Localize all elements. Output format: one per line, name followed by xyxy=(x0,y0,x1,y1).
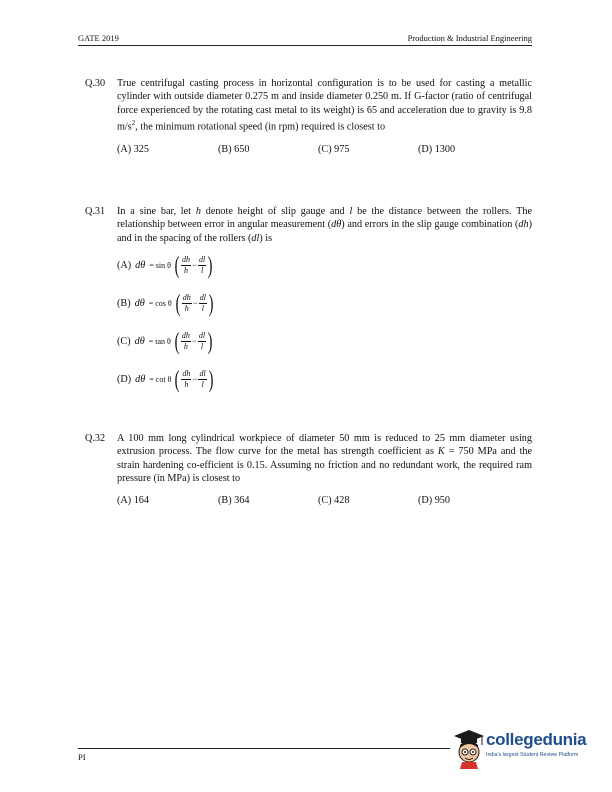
paper-header: Production & Industrial Engineering xyxy=(407,33,532,43)
option-a[interactable]: (A) 164 xyxy=(117,495,149,507)
question-number: Q.30 xyxy=(85,78,106,89)
option-c[interactable]: (C) 975 xyxy=(318,143,350,155)
logo-wordmark: collegedunia xyxy=(486,730,587,749)
question-number: Q.32 xyxy=(85,433,106,444)
option-a[interactable]: (A) 325 xyxy=(117,143,149,155)
option-d[interactable]: (D) 950 xyxy=(418,495,450,507)
footer-divider xyxy=(78,748,450,749)
option-a[interactable]: (A) dθ = sin θ ( $\frac{dh}{h}$ − $\frac{dl}{l}$ ) xyxy=(117,252,213,279)
header-divider xyxy=(78,45,532,46)
option-c[interactable]: (C) dθ = tan θ ( $\frac{dh}{h}$ − $\frac{dl}{l}$ ) xyxy=(117,328,213,355)
logo-tagline: India's largest Student Review Platform xyxy=(486,752,579,758)
option-d[interactable]: (D) 1300 xyxy=(418,143,456,155)
options-row xyxy=(117,143,532,157)
question-32 xyxy=(85,432,532,508)
question-text: A 100 mm long cylindrical workpiece of diameter 50 mm is reduced to 25 mm diameter using extrusion process. The flow curve for the metal has strength coefficient as K = 750 MPa and the strain hardening co-efficient is 0.15. Assuming no friction and no redundant work, the required ram pressure (in MPa) is closest to xyxy=(117,433,533,484)
option-b[interactable]: (B) 650 xyxy=(218,143,250,155)
question-text: In a sine bar, let h denote height of slip gauge and l be the distance between the rollers. The relationship between error in angular measurement (dθ) and errors in the slip gauge combination (dh) and in the spacing of the rollers (dl) is xyxy=(117,206,533,244)
question-text: True centrifugal casting process in horizontal configuration is to be used for casting a metallic cylinder with outside diameter 0.275 m and inside diameter 0.250 m. If G-factor (ratio of centrifugal force experienced by the rotating cast metal to its weight) is 65 and acceleration due to gravity is 9.8 $m/s^2$, the minimum rotational speed (in rpm) required is closest to xyxy=(117,78,532,133)
option-b[interactable]: (B) 364 xyxy=(218,495,250,507)
question-number: Q.31 xyxy=(85,206,106,217)
collegedunia-logo xyxy=(452,728,592,773)
paper-code: PI xyxy=(78,752,86,762)
student-mascot-icon xyxy=(452,728,486,770)
option-d[interactable]: (D) dθ = cot θ ( $\frac{dh}{h}$ − $\frac{dl}{l}$ ) xyxy=(117,366,214,393)
options-row xyxy=(117,494,532,508)
option-c[interactable]: (C) 428 xyxy=(318,495,350,507)
exam-header: GATE 2019 xyxy=(78,33,119,43)
option-b[interactable]: (B) dθ = cos θ ( $\frac{dh}{h}$ − $\frac{dl}{l}$ ) xyxy=(117,290,214,317)
question-30 xyxy=(85,77,532,157)
question-31 xyxy=(85,205,532,395)
